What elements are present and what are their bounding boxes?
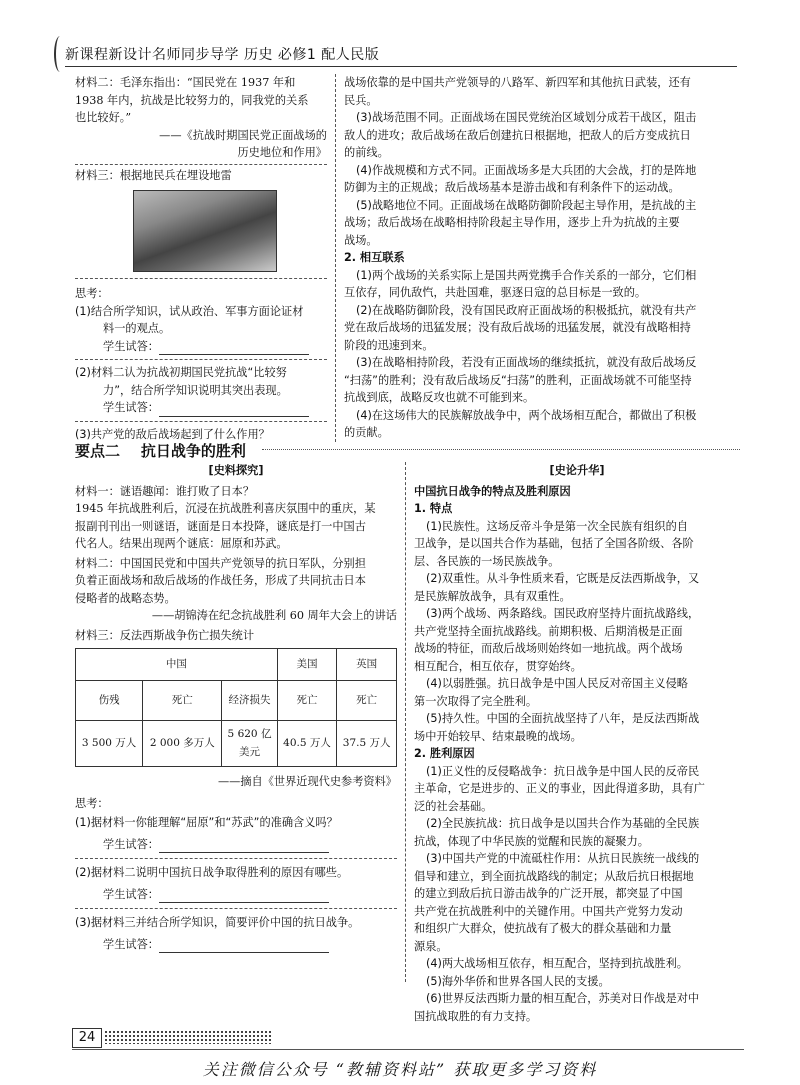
material-one-line: 1945 年抗战胜利后，沉浸在抗战胜利喜庆氛围中的重庆，某 [75, 502, 376, 515]
text-line: 互依存，同仇敌忾，共赴国难，驱逐日寇的总目标是一致的。 [344, 286, 647, 299]
table-cell-line: 美元 [239, 745, 260, 758]
answer-line [75, 338, 327, 356]
table-cell: 3 500 万人 [76, 721, 143, 767]
text-line: (6)世界反法西斯力量的相互配合，苏美对日作战是对中 [426, 992, 700, 1005]
table-cell: 2 000 多万人 [143, 721, 222, 767]
text-line: 抗战到底，战略反攻也就不可能到来。 [344, 391, 535, 404]
page-number: 24 [72, 1028, 102, 1048]
text-line: 抗战，体现了中华民族的觉醒和民族的凝聚力。 [414, 834, 649, 848]
material-two-block [75, 74, 327, 165]
text-line: (3)中国共产党的中流砥柱作用：从抗日民族统一战线的 [426, 852, 700, 865]
text-line: (1)民族性。这场反帝斗争是第一次全民族有组织的自 [426, 519, 688, 533]
casualty-table [75, 648, 397, 767]
text-line: (5)持久性。中国的全面抗战坚持了八年，是反法西斯战 [426, 712, 700, 725]
text-line: 战场。 [344, 233, 378, 247]
question-3: (3)共产党的敌后战场起到了什么作用？ [75, 427, 270, 441]
table-cell-line: 5 620 亿 [227, 728, 272, 740]
section-title: 要点二 抗日战争的胜利 [75, 442, 246, 460]
text-line: 层、各民族的一场民族战争。 [414, 554, 560, 568]
material-two-source: ——胡锦涛在纪念抗战胜利 60 周年大会上的讲话 [151, 609, 397, 622]
text-line: 泛的社会基础。 [414, 799, 493, 813]
text-line: 卫战争，是以国共合作为基础，包括了全国各阶级、各阶 [414, 537, 694, 550]
text-line: (3)在战略相持阶段，若没有正面战场的继续抵抗，就没有敌后战场反 [356, 356, 697, 369]
text-line: “扫荡”的胜利；没有敌后战场反“扫荡”的胜利，正面战场就不可能坚持 [344, 373, 692, 387]
answer-blank[interactable] [159, 341, 309, 355]
answer-label: 学生试答： [103, 339, 159, 353]
question-divider [75, 417, 327, 422]
question-2-cont: 力”，结合所学知识说明其突出表现。 [103, 383, 288, 397]
top-left-column [75, 74, 327, 444]
question-2: (2)材料二认为抗战初期国民党抗战“比较努 [75, 366, 287, 379]
answer-blank[interactable] [159, 939, 329, 953]
text-line: (2)全民族抗战：抗日战争是以国共合作为基础的全民族 [426, 817, 700, 830]
table-header-china: 中国 [76, 649, 278, 681]
text-line: 阶段的迅速到来。 [344, 338, 434, 352]
question-2: (2)据材料二说明中国抗日战争取得胜利的原因有哪些。 [75, 866, 349, 879]
bottom-right-column [414, 462, 740, 1025]
footer-notice: 关注微信公众号 “教辅资料站” 获取更多学习资料 [202, 1060, 598, 1079]
table-row [76, 681, 397, 721]
answer-line [75, 836, 397, 854]
table-col-dead-us: 死亡 [277, 681, 337, 721]
header-divider [65, 66, 737, 67]
summary-title: 中国抗日战争的特点及胜利原因 [414, 484, 571, 498]
answer-line [75, 936, 397, 954]
material-two-line: 材料二：中国国民党和中国共产党领导的抗日军队，分别担 [75, 556, 366, 570]
table-col-dead: 死亡 [143, 681, 222, 721]
section-rule [262, 449, 740, 450]
text-line: (1)两个战场的关系实际上是国共两党携手合作关系的一部分，它们相 [356, 268, 697, 282]
table-header-uk: 英国 [337, 649, 397, 681]
material-three-caption: 材料三：反法西斯战争伤亡损失统计 [75, 628, 255, 642]
subhead-theory-summary: [史论升华] [549, 464, 605, 477]
text-line: 防御为主的正规战；敌后战场基本是游击战和有利条件下的运动战。 [344, 181, 680, 194]
table-row [76, 649, 397, 681]
table-source: ——摘自《世界近现代史参考资料》 [217, 775, 397, 788]
text-line: 战场依靠的是中国共产党领导的八路军、新四军和其他抗日武装，还有 [344, 76, 691, 89]
heading-victory-reasons: 2. 胜利原因 [414, 747, 475, 760]
text-line: (4)两大战场相互依存，相互配合，坚持到抗战胜利。 [426, 957, 688, 970]
text-line: (4)作战规模和方式不同。正面战场多是大兵团的大会战，打的是阵地 [356, 163, 697, 177]
text-line: 民兵。 [344, 93, 378, 107]
answer-label: 学生试答： [103, 401, 159, 414]
question-1-cont: 料一的观点。 [103, 322, 171, 335]
text-line: 战场；敌后战场在战略相持阶段起主导作用，逐步上升为抗战的主要 [344, 216, 680, 229]
text-line: (4)在这场伟大的民族解放战争中，两个战场相互配合，都做出了积极 [356, 408, 697, 422]
question-1: (1)据材料一你能理解“屈原”和“苏武”的准确含义吗？ [75, 816, 338, 829]
table-cell: 37.5 万人 [337, 721, 397, 767]
answer-line [75, 886, 397, 904]
question-divider [75, 903, 397, 909]
question-divider [75, 355, 327, 360]
text-line: 的建立到敌后抗日游击战争的广泛开展，都突显了中国 [414, 887, 683, 900]
text-line: 战场的特征，而敌后战场则始终如一地抗战。两个战场 [414, 642, 683, 655]
table-cell [222, 721, 277, 767]
material-one-line: 报副刊刊出一则谜语，谜面是日本投降，谜底是打一中国古 [75, 519, 366, 533]
bottom-left-column [75, 462, 397, 953]
answer-blank[interactable] [159, 889, 329, 903]
material-two-line: 1938 年内，抗战是比较努力的，同我党的关系 [75, 93, 309, 107]
material-two-line: 也比较好。” [75, 111, 132, 124]
subhead-source-exploration: [史料探究] [208, 464, 264, 477]
text-line: 源泉。 [414, 939, 448, 953]
text-line: 共产党坚持全面抗战路线。前期积极、后期消极是正面 [414, 624, 683, 638]
think-label: 思考： [75, 287, 109, 300]
column-divider [335, 74, 336, 442]
book-header-title: 新课程新设计名师同步导学 历史 必修1 配人民版 [65, 47, 380, 63]
answer-label: 学生试答： [103, 887, 159, 901]
footer-dot-pattern [104, 1030, 272, 1044]
material-two-line: 负着正面战场和敌后战场的作战任务，形成了共同抗击日本 [75, 574, 366, 587]
text-line: 敌人的进攻；敌后战场在敌后创建抗日根据地，把敌人的后方变成抗日 [344, 128, 691, 142]
table-header-us: 美国 [277, 649, 337, 681]
text-line: 是民族解放战争，具有双重性。 [414, 589, 571, 603]
text-line: 和组织广大群众，使抗战有了极大的群众基础和力量 [414, 922, 672, 935]
material-three-caption: 材料三：根据地民兵在埋设地雷 [75, 168, 232, 182]
photo-divider [75, 272, 327, 279]
answer-label: 学生试答： [103, 837, 159, 851]
think-label: 思考： [75, 796, 109, 810]
material-one-line: 代名人。结果出现两个谜底：屈原和苏武。 [75, 537, 288, 550]
table-cell: 40.5 万人 [277, 721, 337, 767]
text-line: (3)两个战场、两条路线。国民政府坚持片面抗战路线， [426, 607, 700, 620]
table-col-loss: 经济损失 [222, 681, 277, 721]
text-line: 场中开始较早、结束最晚的战场。 [414, 729, 582, 743]
table-col-dead-uk: 死亡 [337, 681, 397, 721]
column-divider [405, 462, 406, 982]
material-one-line: 材料一：谜语趣闻：谁打败了日本？ [75, 484, 255, 498]
text-line: (3)战场范围不同。正面战场在国民党统治区域划分成若干战区，阻击 [356, 111, 697, 124]
top-right-column [344, 74, 740, 442]
question-3: (3)据材料三并结合所学知识，简要评价中国的抗日战争。 [75, 916, 360, 929]
text-line: (5)战略地位不同。正面战场在战略防御阶段起主导作用，是抗战的主 [356, 198, 697, 212]
militia-landmine-photo [133, 190, 277, 272]
text-line: 主革命，它是进步的、正义的事业，因此得道多助，具有广 [414, 782, 705, 795]
text-line: (1)正义性的反侵略战争：抗日战争是中国人民的反帝民 [426, 764, 700, 778]
text-line: (5)海外华侨和世界各国人民的支援。 [426, 974, 610, 988]
text-line: 第一次取得了完全胜利。 [414, 694, 538, 708]
text-line: (2)在战略防御阶段，没有国民政府正面战场的积极抵抗，就没有共产 [356, 303, 697, 317]
text-line: 党在敌后战场的迅猛发展；没有敌后战场的迅猛发展，就没有战略相持 [344, 321, 691, 334]
material-two-line: 侵略者的战略态势。 [75, 591, 176, 605]
answer-blank[interactable] [159, 839, 329, 853]
heading-features: 1. 特点 [414, 502, 453, 515]
material-two-line: 材料二：毛泽东指出：“国民党在 1937 年和 [75, 76, 296, 89]
material-two-source: ——《抗战时期国民党正面战场的 [159, 128, 327, 142]
text-line: 倡导和建立，到全面抗战路线的制定；从敌后抗日根据地 [414, 869, 694, 883]
answer-label: 学生试答： [103, 937, 159, 951]
heading-relations: 2. 相互联系 [344, 251, 405, 264]
material-two-source: 历史地位和作用》 [237, 146, 327, 159]
text-line: 的贡献。 [344, 426, 389, 439]
footer-divider [72, 1049, 744, 1050]
table-col-injured: 伤残 [76, 681, 143, 721]
text-line: 的前线。 [344, 146, 389, 159]
answer-line [75, 399, 327, 417]
answer-blank[interactable] [159, 403, 309, 417]
question-1: (1)结合所学知识，试从政治、军事方面论证材 [75, 304, 304, 318]
text-line: 国抗战取胜的有力支持。 [414, 1009, 538, 1023]
text-line: (4)以弱胜强。抗日战争是中国人民反对帝国主义侵略 [426, 677, 688, 690]
text-line: 相互配合，相互依存，贯穿始终。 [414, 659, 582, 673]
question-divider [75, 853, 397, 859]
table-row [76, 721, 397, 767]
text-line: 共产党在抗战胜利中的关键作用。中国共产党努力发动 [414, 904, 683, 918]
text-line: (2)双重性。从斗争性质来看，它既是反法西斯战争，又 [426, 572, 700, 585]
